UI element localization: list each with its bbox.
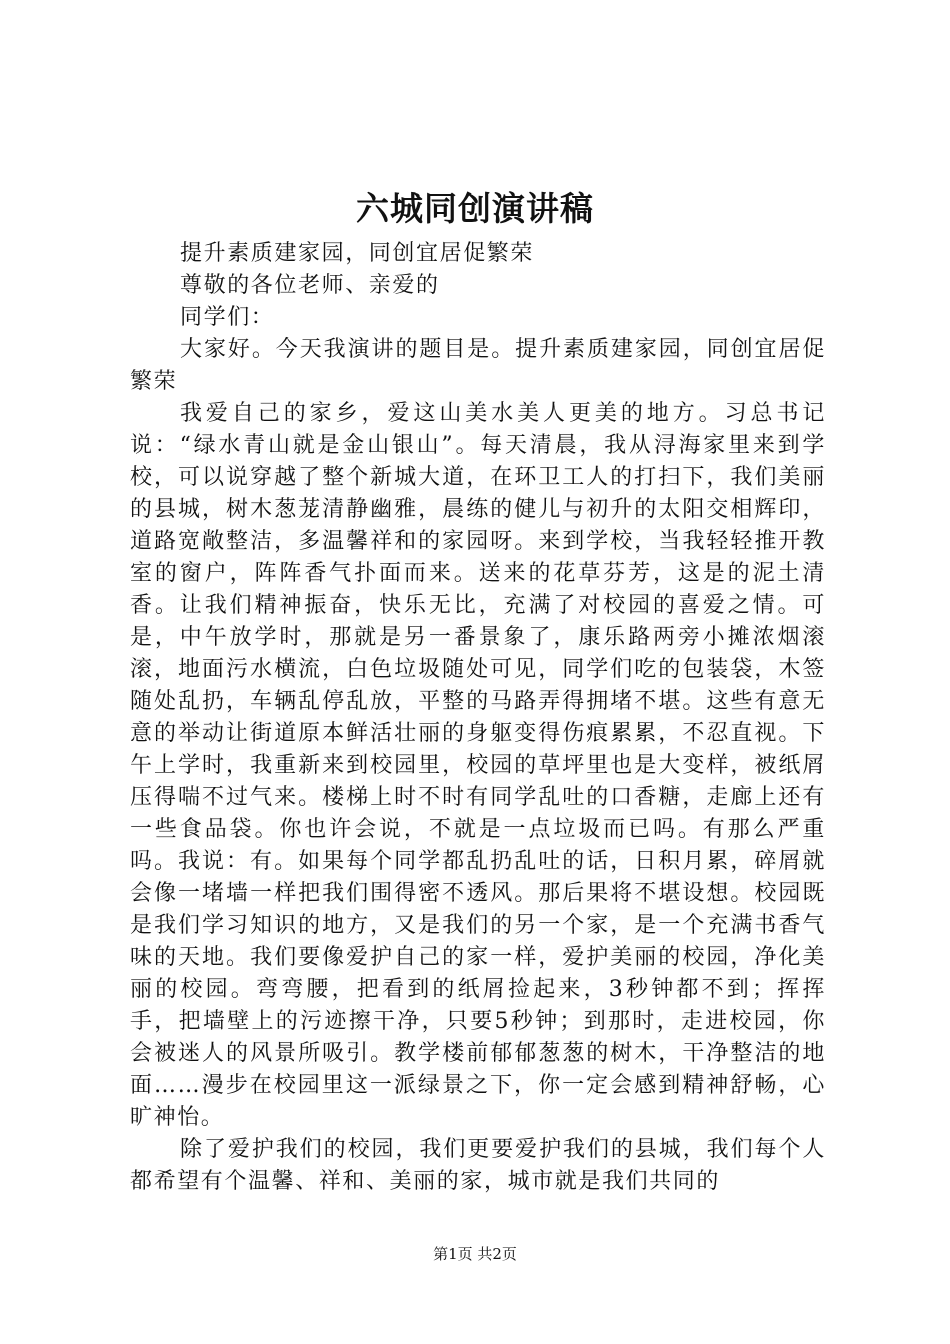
document-title: 六城同创演讲稿 bbox=[356, 189, 594, 228]
subtitle-paragraph: 提升素质建家园，同创宜居促繁荣 bbox=[180, 241, 535, 266]
document-body bbox=[130, 238, 826, 1198]
page-number-footer: 第1页 共2页 bbox=[433, 1245, 517, 1263]
body-paragraph: 除了爱护我们的校园，我们更要爱护我们的县城，我们每个人都希望有个温馨、祥和、美丽的家，城市就是我们共同的 bbox=[130, 1137, 826, 1194]
salutation-paragraph: 尊敬的各位老师、亲爱的 bbox=[180, 273, 440, 298]
body-paragraph: 我爱自己的家乡，爱这山美水美人更美的地方。习总书记说：“绿水青山就是金山银山”。每天清晨，我从浔海家里来到学校，可以说穿越了整个新城大道，在环卫工人的打扫下，我们美丽的县城，树木葱茏清静幽雅，晨练的健儿与初升的太阳交相辉印，道路宽敞整洁，多温馨祥和的家园呀。来到学校，当我轻轻推开教室的窗户，阵阵香气扑面而来。送来的花草芬芳，这是的泥土清香。让我们精神振奋，快乐无比，充满了对校园的喜爱之情。可是，中午放学时，那就是另一番景象了，康乐路两旁小摊浓烟滚滚，地面污水横流，白色垃圾随处可见，同学们吃的包装袋，木签随处乱扔，车辆乱停乱放，平整的马路弄得拥堵不堪。这些有意无意的举动让街道原本鲜活壮丽的身躯变得伤痕累累，不忍直视。下午上学时，我重新来到校园里，校园的草坪里也是大变样，被纸屑压得喘不过气来。楼梯上时不时有同学乱吐的口香糖，走廊上还有一些食品袋。你也许会说，不就是一点垃圾而已吗。有那么严重吗。我说：有。如果每个同学都乱扔乱吐的话，日积月累，碎屑就会像一堵墙一样把我们围得密不透风。那后果将不堪设想。校园既是我们学习知识的地方，又是我们的另一个家，是一个充满书香气味的天地。我们要像爱护自己的家一样，爱护美丽的校园，净化美丽的校园。弯弯腰，把看到的纸屑捡起来，3秒钟都不到；挥挥手，把墙壁上的污迹擦干净，只要5秒钟；到那时，走进校园，你会被迷人的风景所吸引。教学楼前郁郁葱葱的树木，干净整洁的地面……漫步在校园里这一派绿景之下，你一定会感到精神舒畅，心旷神怡。 bbox=[130, 401, 826, 1130]
salutation-continued-paragraph: 同学们： bbox=[180, 305, 275, 330]
greeting-paragraph: 大家好。今天我演讲的题目是。提升素质建家园，同创宜居促繁荣 bbox=[130, 337, 826, 394]
